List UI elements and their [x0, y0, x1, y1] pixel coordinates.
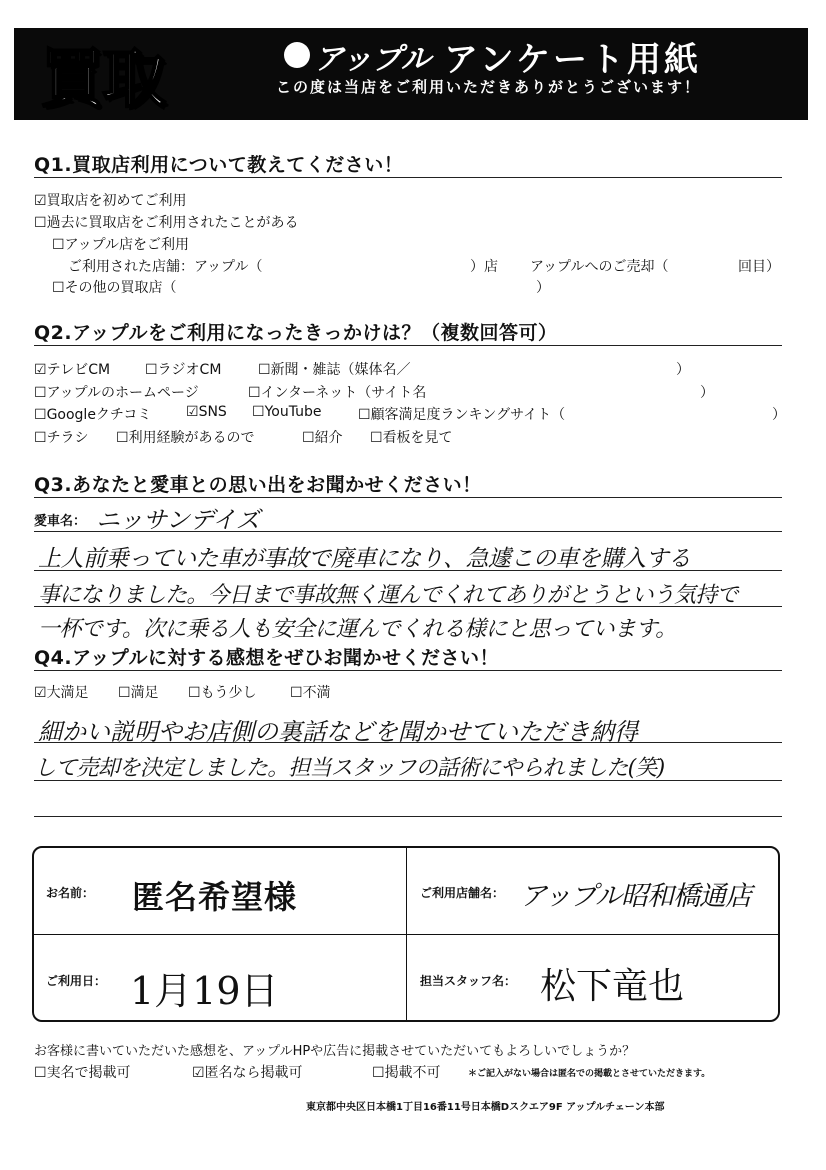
checked-box-icon[interactable]: ☑ [34, 193, 47, 209]
memory-line-3: 一杯です。次に乗る人も安全に運んでくれる様にと思っています。 [38, 617, 677, 642]
q2-option-radio[interactable] [145, 359, 221, 379]
q2-option-news[interactable] [258, 359, 411, 379]
checkbox-icon[interactable]: ☐ [52, 280, 65, 296]
checkbox-icon[interactable]: ☐ [358, 407, 371, 423]
kaitori-logo: 買取 [40, 43, 164, 117]
q1-apple-label: アップル店をご利用 [64, 237, 190, 253]
checkbox-icon[interactable]: ☐ [258, 362, 271, 378]
q2-option-signboard[interactable] [370, 427, 453, 447]
q2-ranking-close: ） [772, 407, 786, 423]
q1-past-label: 過去に買取店をご利用されたことがある [46, 215, 299, 231]
q4-very-satisfied-label: 大満足 [46, 685, 89, 701]
name-label: お名前： [46, 886, 95, 900]
q1-option-other[interactable] [52, 277, 177, 297]
footer-address: 東京都中央区日本橋1丁目16番11号日本橋Dスクエア9F アップルチェーン本部 [306, 1102, 665, 1113]
q2-ranking-label: 顧客満足度ランキングサイト（ [370, 407, 566, 423]
q1-store-label: ご利用された店舗：アップル（ [68, 259, 263, 275]
checkbox-icon[interactable]: ☐ [290, 685, 303, 701]
store-value: アップル昭和橋通店 [520, 881, 752, 912]
q2-option-homepage[interactable] [34, 382, 199, 402]
q4-dissatisfied-label: 不満 [302, 685, 331, 701]
car-name-label: 愛車名： [34, 514, 87, 529]
checked-box-icon[interactable]: ☑ [186, 404, 199, 420]
q2-divider [34, 345, 782, 346]
q2-option-ranking[interactable] [358, 404, 565, 424]
memory-line-1: 上人前乗っていた車が事故で廃車になり、急遽この車を購入する [38, 546, 691, 572]
q2-option-flyer[interactable] [34, 427, 89, 447]
q2-option-referral[interactable] [302, 427, 343, 447]
q2-question: Q2.アップルをご利用になったきっかけは？（複数回答可） [34, 322, 558, 344]
q1-sale-label: アップルへのご売却（ [530, 259, 669, 275]
consent-anonymous-label: 匿名なら掲載可 [204, 1065, 303, 1081]
q4-option-dissatisfied[interactable] [290, 682, 331, 702]
q2-option-tv[interactable] [34, 359, 110, 379]
consent-option-no-post[interactable] [372, 1062, 441, 1082]
checkbox-icon[interactable]: ☐ [116, 430, 129, 446]
q1-option-past[interactable] [34, 212, 299, 232]
date-label: ご利用日： [46, 974, 107, 988]
checkbox-icon[interactable]: ☐ [34, 430, 47, 446]
q2-homepage-label: アップルのホームページ [46, 385, 199, 401]
q2-sns-label: SNS [198, 404, 227, 420]
q2-option-youtube[interactable] [252, 404, 322, 420]
checkbox-icon[interactable]: ☐ [145, 362, 158, 378]
consent-note: ＊ご記入がない場合は匿名での掲載とさせていただきます。 [468, 1069, 711, 1079]
q4-little-more-label: もう少し [200, 685, 257, 701]
header-subtitle: この度は当店をご利用いただきありがとうございます！ [276, 78, 702, 96]
q1-sale-suffix: 回目） [738, 259, 780, 275]
q4-option-very-satisfied[interactable] [34, 682, 89, 702]
q1-option-apple[interactable] [52, 234, 189, 254]
checkbox-icon[interactable]: ☐ [34, 215, 47, 231]
survey-title: アンケート用紙 [444, 40, 701, 80]
brand-name: アップル [314, 42, 431, 77]
q1-other-label: その他の買取店（ [64, 280, 177, 296]
checkbox-icon[interactable]: ☐ [372, 1065, 385, 1081]
apple-logo-icon [284, 42, 310, 68]
q4-option-satisfied[interactable] [118, 682, 159, 702]
q1-store-suffix: ）店 [470, 259, 498, 275]
q1-question: Q1.買取店利用について教えてください！ [34, 154, 404, 176]
feedback-line-1: 細かい説明やお店側の裏話などを聞かせていただき納得 [38, 718, 638, 746]
q3-divider [34, 497, 782, 498]
q2-tv-label: テレビCM [46, 362, 111, 378]
q2-option-experience[interactable] [116, 427, 255, 447]
checkbox-icon[interactable]: ☐ [34, 407, 47, 423]
name-value: 匿名希望様 [132, 878, 298, 916]
q2-option-internet[interactable] [248, 382, 426, 402]
memory-line-2: 事になりました。今日まで事故無く運んでくれてありがとうという気持で [38, 583, 738, 608]
q2-youtube-label: YouTube [264, 404, 322, 420]
checked-box-icon[interactable]: ☑ [192, 1065, 205, 1081]
memory-rule-2 [34, 606, 782, 607]
q1-first-label: 買取店を初めてご利用 [46, 193, 187, 209]
feedback-rule-1 [34, 742, 782, 743]
staff-label: 担当スタッフ名： [420, 974, 517, 988]
q4-question: Q4.アップルに対する感想をぜひお聞かせください！ [34, 647, 500, 669]
q2-google-label: Googleクチコミ [46, 407, 152, 423]
q2-internet-close: ） [700, 385, 714, 401]
memory-rule-1 [34, 570, 782, 571]
q3-question: Q3.あなたと愛車との思い出をお聞かせください！ [34, 474, 482, 496]
consent-option-real-name[interactable] [34, 1062, 131, 1082]
q1-other-suffix: ） [536, 280, 550, 296]
checkbox-icon[interactable]: ☐ [370, 430, 383, 446]
feedback-rule-2 [34, 780, 782, 781]
checkbox-icon[interactable]: ☐ [248, 385, 261, 401]
q2-option-sns[interactable] [186, 404, 227, 420]
table-horizontal-divider [32, 934, 780, 935]
q2-internet-label: インターネット（サイト名 [260, 385, 427, 401]
q2-signboard-label: 看板を見て [382, 430, 453, 446]
checked-box-icon[interactable]: ☑ [34, 685, 47, 701]
feedback-rule-3 [34, 816, 782, 817]
checkbox-icon[interactable]: ☐ [52, 237, 65, 253]
q4-option-little-more[interactable] [188, 682, 257, 702]
checked-box-icon[interactable]: ☑ [34, 362, 47, 378]
q2-news-label: 新聞・雑誌（媒体名／ [270, 362, 411, 378]
q2-referral-label: 紹介 [314, 430, 343, 446]
q4-divider [34, 670, 782, 671]
header-banner [14, 28, 808, 120]
checkbox-icon[interactable]: ☐ [34, 1065, 47, 1081]
store-label: ご利用店舗名： [420, 886, 505, 900]
checkbox-icon[interactable]: ☐ [252, 404, 265, 420]
checkbox-icon[interactable]: ☐ [34, 385, 47, 401]
q4-satisfied-label: 満足 [130, 685, 159, 701]
consent-option-anonymous[interactable] [192, 1062, 303, 1082]
q2-flyer-label: チラシ [46, 430, 89, 446]
car-name-value: ニッサンデイズ [96, 506, 260, 534]
q2-option-google[interactable] [34, 404, 151, 424]
q1-divider [34, 177, 782, 178]
consent-no-post-label: 掲載不可 [384, 1065, 441, 1081]
checkbox-icon[interactable]: ☐ [118, 685, 131, 701]
q1-option-first[interactable] [34, 190, 187, 210]
car-name-line [34, 531, 782, 532]
q2-radio-label: ラジオCM [157, 362, 222, 378]
checkbox-icon[interactable]: ☐ [302, 430, 315, 446]
staff-value: 松下竜也 [540, 966, 685, 1007]
consent-real-name-label: 実名で掲載可 [46, 1065, 131, 1081]
feedback-line-2: して売却を決定しました。担当スタッフの話術にやられました(笑) [34, 756, 665, 781]
q2-experience-label: 利用経験があるので [128, 430, 255, 446]
q2-news-close: ） [676, 362, 690, 378]
date-value: 1月19日 [130, 969, 279, 1013]
consent-question: お客様に書いていただいた感想を、アップルHPや広告に掲載させていただいてもよろしいでしょうか？ [34, 1044, 636, 1059]
checkbox-icon[interactable]: ☐ [188, 685, 201, 701]
